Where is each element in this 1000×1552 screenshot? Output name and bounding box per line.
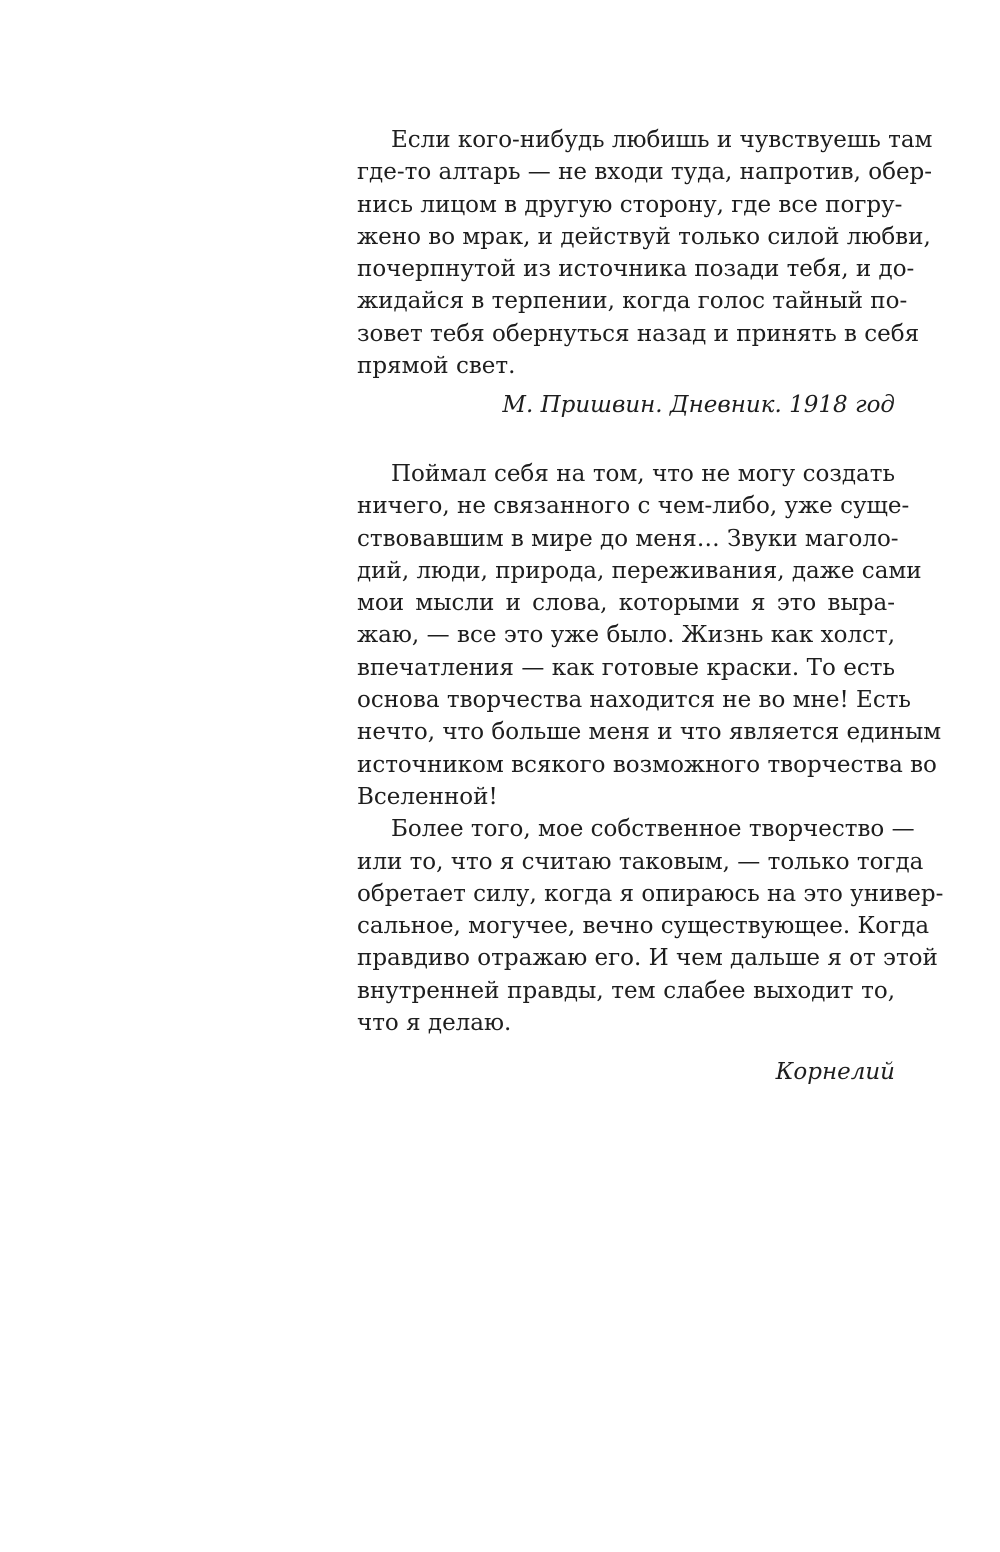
text-line: ничего, не связанного с чем-либо, уже суще- (357, 493, 910, 520)
epigraph-prishvin (357, 124, 933, 422)
text-line: или то, что я считаю таковым, — только тогда (357, 848, 924, 875)
text-line: жидайся в терпении, когда голос тайный по- (357, 288, 908, 315)
text-line: правдиво отражаю его. И чем дальше я от этой (357, 945, 938, 972)
text-line: Поймал себя на том, что не могу создать (391, 461, 895, 487)
attribution-korneliy: Корнелий (775, 1059, 895, 1086)
text-line: почерпнутой из источника позади тебя, и до- (357, 256, 915, 283)
text-line: нечто, что больше меня и что является единым (357, 719, 942, 746)
text-line: основа творчества находится не во мне! Есть (357, 687, 911, 714)
text-line: дий, люди, природа, переживания, даже сами (357, 557, 922, 584)
epigraph-korneliy (357, 458, 944, 1089)
text-line: сальное, могучее, вечно существующее. Когда (357, 913, 930, 940)
text-line: что я делаю. (357, 1010, 512, 1037)
text-line: жено во мрак, и действуй только силой любви, (357, 223, 931, 250)
text-line: Вселенной! (357, 783, 498, 810)
attribution-prishvin: М. Пришвин. Дневник. 1918 год (502, 392, 895, 419)
text-line: ствовавшим в мире до меня… Звуки маголо- (357, 525, 899, 552)
text-line: мои мысли и слова, которыми я это выра- (357, 590, 895, 617)
text-line: жаю, — все это уже было. Жизнь как холст, (357, 622, 895, 649)
text-line: впечатления — как готовые краски. То есть (357, 654, 895, 681)
text-line: Если кого-нибудь любишь и чувствуешь там (391, 127, 933, 153)
text-line: где-то алтарь — не входи туда, напротив, обер- (357, 159, 933, 186)
text-line: Более того, мое собственное творчество — (391, 816, 915, 843)
text-line: источником всякого возможного творчества во (357, 751, 937, 778)
text-line: обретает силу, когда я опираюсь на это универ- (357, 880, 944, 907)
text-line: зовет тебя обернуться назад и принять в себя (357, 320, 920, 347)
text-line: прямой свет. (357, 353, 516, 380)
text-line: нись лицом в другую сторону, где все погру- (357, 191, 903, 218)
text-line: внутренней правды, тем слабее выходит то, (357, 977, 895, 1004)
